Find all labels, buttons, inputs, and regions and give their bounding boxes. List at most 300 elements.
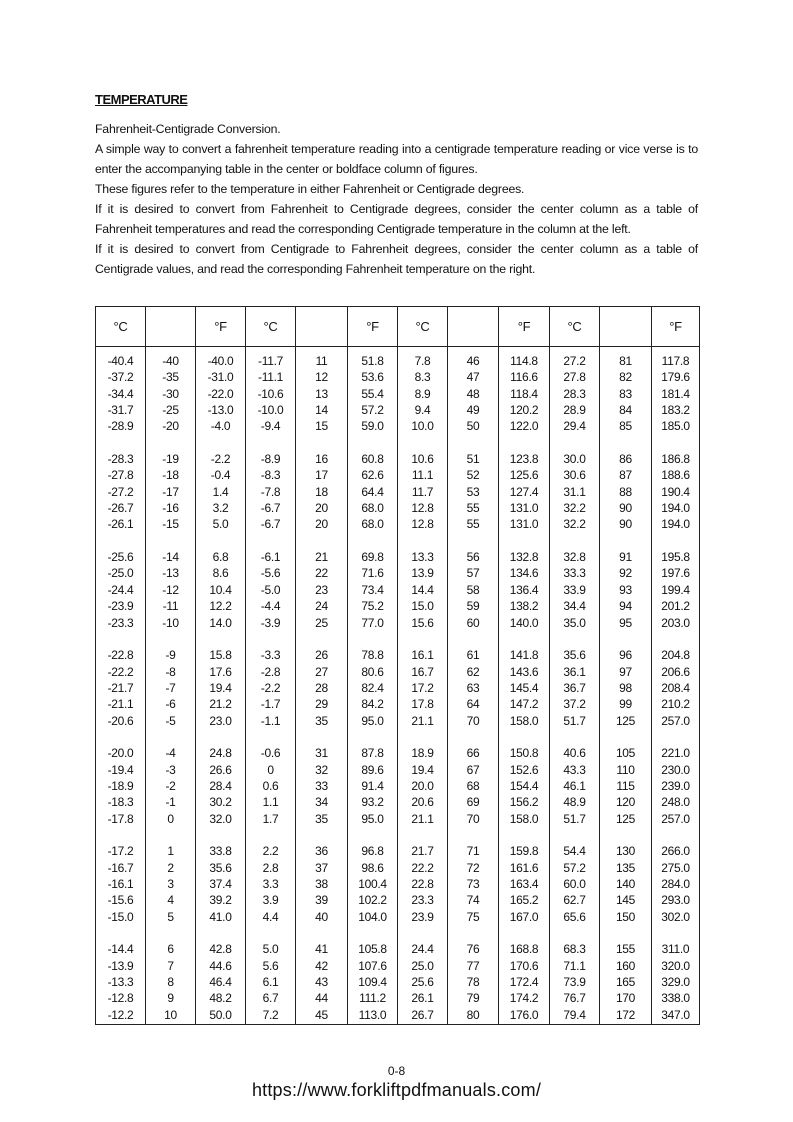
table-value: 42 (315, 958, 328, 973)
table-value: 41 (315, 942, 328, 957)
table-value: 117.8 (661, 354, 690, 368)
table-value: 21.1 (411, 811, 434, 826)
table-value: 53 (466, 484, 480, 499)
table-value: 96 (619, 648, 632, 663)
table-value: 320.0 (661, 958, 690, 973)
table-value: 58 (466, 582, 480, 597)
table-value: 70 (466, 811, 480, 826)
table-value: 221.0 (661, 746, 690, 761)
table-value: -11 (162, 599, 179, 614)
table-value: -15 (162, 517, 179, 532)
group-spacer (448, 631, 498, 647)
table-value: 21.7 (411, 844, 434, 859)
table-value: -17 (162, 484, 179, 499)
group-spacer (652, 925, 699, 941)
table-value: 26 (315, 648, 328, 663)
table-value: 14.4 (411, 582, 434, 597)
table-value: 18 (315, 484, 328, 499)
table-value: 158.0 (509, 713, 539, 728)
table-value: 143.6 (509, 664, 539, 679)
table-value: 79 (466, 991, 480, 1006)
table-value: 71.6 (361, 566, 384, 581)
table-value: 14.0 (209, 615, 232, 630)
table-value: 87.8 (361, 746, 384, 761)
table-value: 19.4 (209, 680, 232, 695)
footer-url[interactable]: https://www.forkliftpdfmanuals.com/ (251, 1080, 542, 1100)
table-value: -9.4 (260, 419, 281, 434)
table-value: 34 (315, 795, 328, 810)
table-column-cell (652, 347, 700, 1025)
table-value: 20 (315, 501, 328, 516)
table-column-cell (348, 347, 398, 1025)
table-value: 165 (615, 975, 636, 990)
table-value: -40.4 (107, 354, 134, 368)
table-value: 73.9 (563, 975, 586, 990)
table-value: 266.0 (661, 844, 690, 859)
table-value: 122.0 (509, 419, 539, 434)
table-value: -11.7 (258, 354, 283, 368)
column-header: °C (550, 307, 600, 347)
table-value: 47 (466, 370, 480, 385)
table-value: 72 (466, 860, 480, 875)
table-value: 41.0 (209, 909, 232, 924)
table-value: 82 (619, 370, 632, 385)
group-spacer (652, 729, 699, 745)
table-value: 145.4 (509, 680, 539, 695)
table-value: -12 (162, 582, 179, 597)
table-value: 176.0 (509, 1007, 539, 1022)
table-value: 50 (466, 419, 480, 434)
table-value: 66 (466, 746, 480, 761)
table-value: 160 (615, 958, 636, 973)
table-value: -16 (162, 501, 179, 516)
table-value: 28.9 (563, 403, 586, 418)
table-value: 14 (315, 403, 328, 418)
table-value: 302.0 (661, 909, 690, 924)
group-spacer (448, 729, 498, 745)
table-value: 89.6 (361, 762, 384, 777)
table-value: -0.6 (260, 746, 281, 761)
group-spacer (550, 533, 599, 549)
table-value: 8 (167, 975, 174, 990)
table-value: 96.8 (361, 844, 384, 859)
table-value: -13 (162, 566, 179, 581)
table-value: 46.1 (563, 778, 586, 793)
table-value: 15.6 (411, 615, 434, 630)
table-value: -28.9 (107, 419, 134, 434)
table-value: 20.0 (411, 778, 434, 793)
group-spacer (196, 925, 245, 941)
table-value: 9.4 (414, 403, 431, 418)
group-spacer (652, 631, 699, 647)
table-value: 99 (619, 697, 632, 712)
table-row (96, 347, 700, 1025)
table-value: 8.3 (414, 370, 431, 385)
table-value: 170 (615, 991, 636, 1006)
group-spacer (398, 729, 447, 745)
table-value: 65.6 (563, 909, 586, 924)
table-value: 62.7 (563, 893, 586, 908)
table-value: 183.2 (661, 403, 690, 418)
table-value: -28.3 (107, 452, 134, 467)
group-spacer (196, 533, 245, 549)
table-value: -2.2 (260, 680, 281, 695)
table-value: 145 (615, 893, 636, 908)
column-header (600, 307, 652, 347)
group-spacer (600, 729, 651, 745)
table-value: 55 (466, 501, 480, 516)
group-spacer (398, 435, 447, 451)
table-value: 257.0 (661, 713, 690, 728)
table-value: 24.8 (209, 746, 232, 761)
table-value: 3 (167, 877, 174, 891)
table-value: 88 (619, 484, 632, 499)
table-value: 9 (167, 991, 174, 1006)
table-value: 59.0 (361, 419, 384, 434)
table-value: 95.0 (361, 713, 384, 728)
table-value: -13.3 (107, 975, 134, 990)
table-value: 90 (619, 501, 632, 516)
table-value: 30.2 (209, 795, 232, 810)
table-value: 158.0 (509, 811, 539, 826)
table-value: 203.0 (661, 615, 690, 630)
table-value: 30.6 (563, 468, 586, 483)
table-value: -40 (162, 354, 179, 368)
table-value: -10.0 (257, 403, 284, 418)
table-value: -3.9 (260, 615, 281, 630)
table-value: 15 (315, 419, 328, 434)
table-value: -14 (162, 550, 179, 565)
table-value: 69 (466, 795, 480, 810)
table-value: 32.8 (563, 550, 586, 565)
table-value: 150 (615, 909, 636, 924)
table-value: 76.7 (563, 991, 586, 1006)
table-value: -9 (165, 648, 176, 663)
table-value: 75.2 (361, 599, 384, 614)
table-value: 78 (466, 975, 480, 990)
column-header (448, 307, 499, 347)
table-value: -27.2 (107, 484, 134, 499)
column-header: °F (499, 307, 550, 347)
table-value: 60.8 (361, 452, 384, 467)
table-value: 62.6 (361, 468, 384, 483)
table-value: 55 (466, 517, 480, 532)
table-value: 63 (466, 680, 480, 695)
table-value: 185.0 (661, 419, 690, 434)
group-spacer (348, 533, 397, 549)
intro-paragraph: A simple way to convert a fahrenheit temperature reading into a centigrade temperature reading or vice verse is to enter the accompanying table in the center or boldface column of figures. (95, 142, 698, 176)
table-value: 130 (615, 844, 636, 859)
table-value: 80.6 (361, 664, 384, 679)
conversion-table (95, 306, 700, 1025)
table-value: 20.6 (411, 795, 434, 810)
table-value: -24.4 (107, 582, 134, 597)
table-value: 40 (315, 909, 328, 924)
table-value: 21.1 (411, 713, 434, 728)
page-number: 0-8 (387, 1064, 406, 1078)
table-value: 12.8 (411, 517, 434, 532)
table-value: -21.7 (107, 680, 134, 695)
group-spacer (296, 827, 347, 843)
intro-paragraph: Fahrenheit-Centigrade Conversion. (95, 122, 281, 136)
table-value: 131.0 (509, 517, 539, 532)
table-value: 165.2 (509, 893, 539, 908)
table-value: 77 (466, 958, 480, 973)
table-value: -2.8 (260, 664, 281, 679)
table-value: 71 (466, 844, 480, 859)
table-value: 32.2 (563, 517, 586, 532)
group-spacer (196, 827, 245, 843)
table-value: -27.8 (107, 468, 134, 483)
table-value: 23.0 (209, 713, 232, 728)
table-value: 33.9 (563, 582, 586, 597)
table-value: -3.3 (260, 648, 281, 663)
table-value: -1.7 (260, 697, 281, 712)
table-value: 125.6 (509, 468, 539, 483)
group-spacer (398, 925, 447, 941)
table-value: -1 (165, 795, 176, 810)
table-value: -2 (165, 778, 176, 793)
column-header: °C (398, 307, 448, 347)
table-value: -22.2 (107, 664, 134, 679)
table-value: -5.0 (260, 582, 281, 597)
table-value: -0.4 (210, 468, 231, 483)
group-spacer (296, 729, 347, 745)
table-value: 127.4 (509, 484, 539, 499)
table-value: 0.6 (262, 778, 279, 793)
table-value: 98.6 (361, 860, 384, 875)
table-value: 10.6 (411, 452, 434, 467)
group-spacer (196, 631, 245, 647)
table-value: 115 (616, 778, 635, 793)
table-value: 70 (466, 713, 480, 728)
group-spacer (550, 925, 599, 941)
table-value: 113.0 (358, 1007, 387, 1022)
table-value: 102.2 (358, 893, 387, 908)
table-value: 12.8 (411, 501, 434, 516)
table-value: 190.4 (661, 484, 690, 499)
group-spacer (448, 435, 498, 451)
table-value: 37.2 (563, 697, 586, 712)
table-value: 167.0 (509, 909, 539, 924)
table-value: 64 (466, 697, 480, 712)
table-value: 35 (315, 811, 328, 826)
table-value: 118.4 (510, 386, 538, 401)
table-value: 15.8 (209, 648, 232, 663)
group-spacer (296, 631, 347, 647)
group-spacer (348, 435, 397, 451)
table-value: 35 (315, 713, 328, 728)
table-value: 30.0 (563, 452, 586, 467)
table-value: -40.0 (207, 354, 234, 368)
group-spacer (296, 435, 347, 451)
table-value: -34.4 (107, 386, 134, 401)
table-value: 26.1 (411, 991, 434, 1006)
table-value: 16.1 (411, 648, 434, 663)
table-value: 85 (619, 419, 632, 434)
table-value: 1.4 (212, 484, 229, 499)
table-value: 3.3 (262, 877, 279, 891)
table-value: 11.1 (411, 468, 434, 483)
table-value: 46 (466, 354, 480, 368)
table-value: 37 (315, 860, 328, 875)
table-value: 13.3 (411, 550, 434, 565)
table-value: 172 (615, 1007, 636, 1022)
table-value: 36 (315, 844, 328, 859)
group-spacer (600, 925, 651, 941)
table-value: 83 (619, 386, 632, 401)
group-spacer (146, 631, 195, 647)
table-value: 3.9 (262, 893, 279, 908)
table-value: 140 (615, 877, 636, 891)
table-value: 201.2 (661, 599, 690, 614)
table-value: 60 (466, 615, 480, 630)
table-value: -22.8 (107, 648, 134, 663)
group-spacer (246, 435, 295, 451)
group-spacer (246, 827, 295, 843)
table-value: 204.8 (661, 648, 690, 663)
group-spacer (296, 925, 347, 941)
table-value: 67 (466, 762, 480, 777)
table-value: 1 (167, 844, 174, 859)
group-spacer (448, 533, 498, 549)
table-value: 24 (315, 599, 328, 614)
table-value: 159.8 (509, 844, 539, 859)
table-value: 13.9 (411, 566, 434, 581)
table-value: 170.6 (509, 958, 539, 973)
table-value: 12.2 (209, 599, 232, 614)
table-value: 73.4 (361, 582, 384, 597)
table-value: 22.2 (411, 860, 434, 875)
table-value: 114.8 (510, 354, 538, 368)
table-value: 105 (615, 746, 636, 761)
table-value: -18 (162, 468, 179, 483)
intro-paragraph: If it is desired to convert from Centigrade to Fahrenheit degrees, consider the center column as a table of Centigrade values, and read the corresponding Fahrenheit temperature on the right. (95, 242, 698, 276)
table-value: 43.3 (563, 762, 586, 777)
table-value: 44 (315, 991, 328, 1006)
table-value: 123.8 (509, 452, 539, 467)
table-value: 329.0 (661, 975, 690, 990)
table-value: 23.3 (411, 893, 434, 908)
table-value: 28.4 (209, 778, 232, 793)
table-value: 197.6 (661, 566, 690, 581)
table-value: -2.2 (210, 452, 231, 467)
table-value: 40.6 (563, 746, 586, 761)
table-value: -18.3 (107, 795, 134, 810)
table-value: 71.1 (563, 958, 586, 973)
table-value: 35.6 (563, 648, 586, 663)
table-value: 37.4 (209, 877, 232, 891)
table-value: 68.0 (361, 501, 384, 516)
table-value: 152.6 (509, 762, 539, 777)
table-value: 57.2 (361, 403, 384, 418)
table-value: -4 (165, 746, 176, 761)
group-spacer (499, 533, 549, 549)
table-column-cell (196, 347, 246, 1025)
table-column-cell (398, 347, 448, 1025)
table-value: 28.3 (563, 386, 586, 401)
table-value: 91.4 (361, 778, 384, 793)
table-value: 181.4 (661, 386, 690, 401)
table-value: 210.2 (661, 697, 690, 712)
table-value: 135 (615, 860, 636, 875)
table-value: 32.0 (209, 811, 232, 826)
table-column-cell (448, 347, 499, 1025)
table-value: -12.2 (107, 1007, 134, 1022)
table-value: 20 (315, 517, 328, 532)
table-value: -8.3 (260, 468, 281, 483)
table-value: -26.1 (107, 517, 134, 532)
table-value: 27.2 (563, 354, 586, 368)
table-value: 77.0 (361, 615, 384, 630)
table-value: 75 (466, 909, 480, 924)
table-value: 48 (466, 386, 480, 401)
table-value: -8.9 (260, 452, 281, 467)
table-value: 141.8 (509, 648, 539, 663)
table-value: -20.0 (107, 746, 134, 761)
table-value: 7.2 (262, 1007, 279, 1022)
table-value: 26.6 (209, 762, 232, 777)
group-spacer (246, 631, 295, 647)
table-value: 161.6 (509, 860, 539, 875)
table-value: 186.8 (661, 452, 690, 467)
table-value: 32.2 (563, 501, 586, 516)
table-value: -19 (162, 452, 179, 467)
table-value: 7 (167, 958, 174, 973)
table-value: 11.7 (411, 484, 434, 499)
table-value: 17.2 (411, 680, 434, 695)
table-value: 68 (466, 778, 480, 793)
table-value: 109.4 (358, 975, 387, 990)
table-value: 199.4 (661, 582, 690, 597)
table-value: 16.7 (411, 664, 434, 679)
table-value: 36.1 (563, 664, 586, 679)
table-value: 150.8 (509, 746, 539, 761)
table-value: 84 (619, 403, 632, 418)
table-value: 38 (315, 877, 328, 891)
table-value: -5.6 (260, 566, 281, 581)
group-spacer (96, 729, 145, 745)
group-spacer (499, 827, 549, 843)
table-value: 31.1 (563, 484, 586, 499)
table-value: -18.9 (107, 778, 134, 793)
table-value: 29 (315, 697, 328, 712)
table-value: 69.8 (361, 550, 384, 565)
table-value: 111.2 (359, 991, 386, 1006)
group-spacer (499, 631, 549, 647)
table-value: 50.0 (209, 1007, 232, 1022)
table-value: 17 (315, 468, 328, 483)
table-value: 194.0 (661, 517, 690, 532)
table-value: 45 (315, 1007, 328, 1022)
column-header: °F (348, 307, 398, 347)
table-value: 4 (167, 893, 174, 908)
table-value: 74 (466, 893, 480, 908)
group-spacer (550, 729, 599, 745)
table-value: 125 (615, 713, 636, 728)
group-spacer (652, 435, 699, 451)
table-value: -20.6 (107, 713, 134, 728)
table-value: -14.4 (107, 942, 134, 957)
table-value: 27 (315, 664, 328, 679)
table-value: 15.0 (411, 599, 434, 614)
table-value: 195.8 (661, 550, 690, 565)
table-value: -17.8 (107, 811, 134, 826)
table-value: 16 (315, 452, 328, 467)
table-value: 19.4 (411, 762, 434, 777)
table-value: 39.2 (209, 893, 232, 908)
group-spacer (196, 435, 245, 451)
